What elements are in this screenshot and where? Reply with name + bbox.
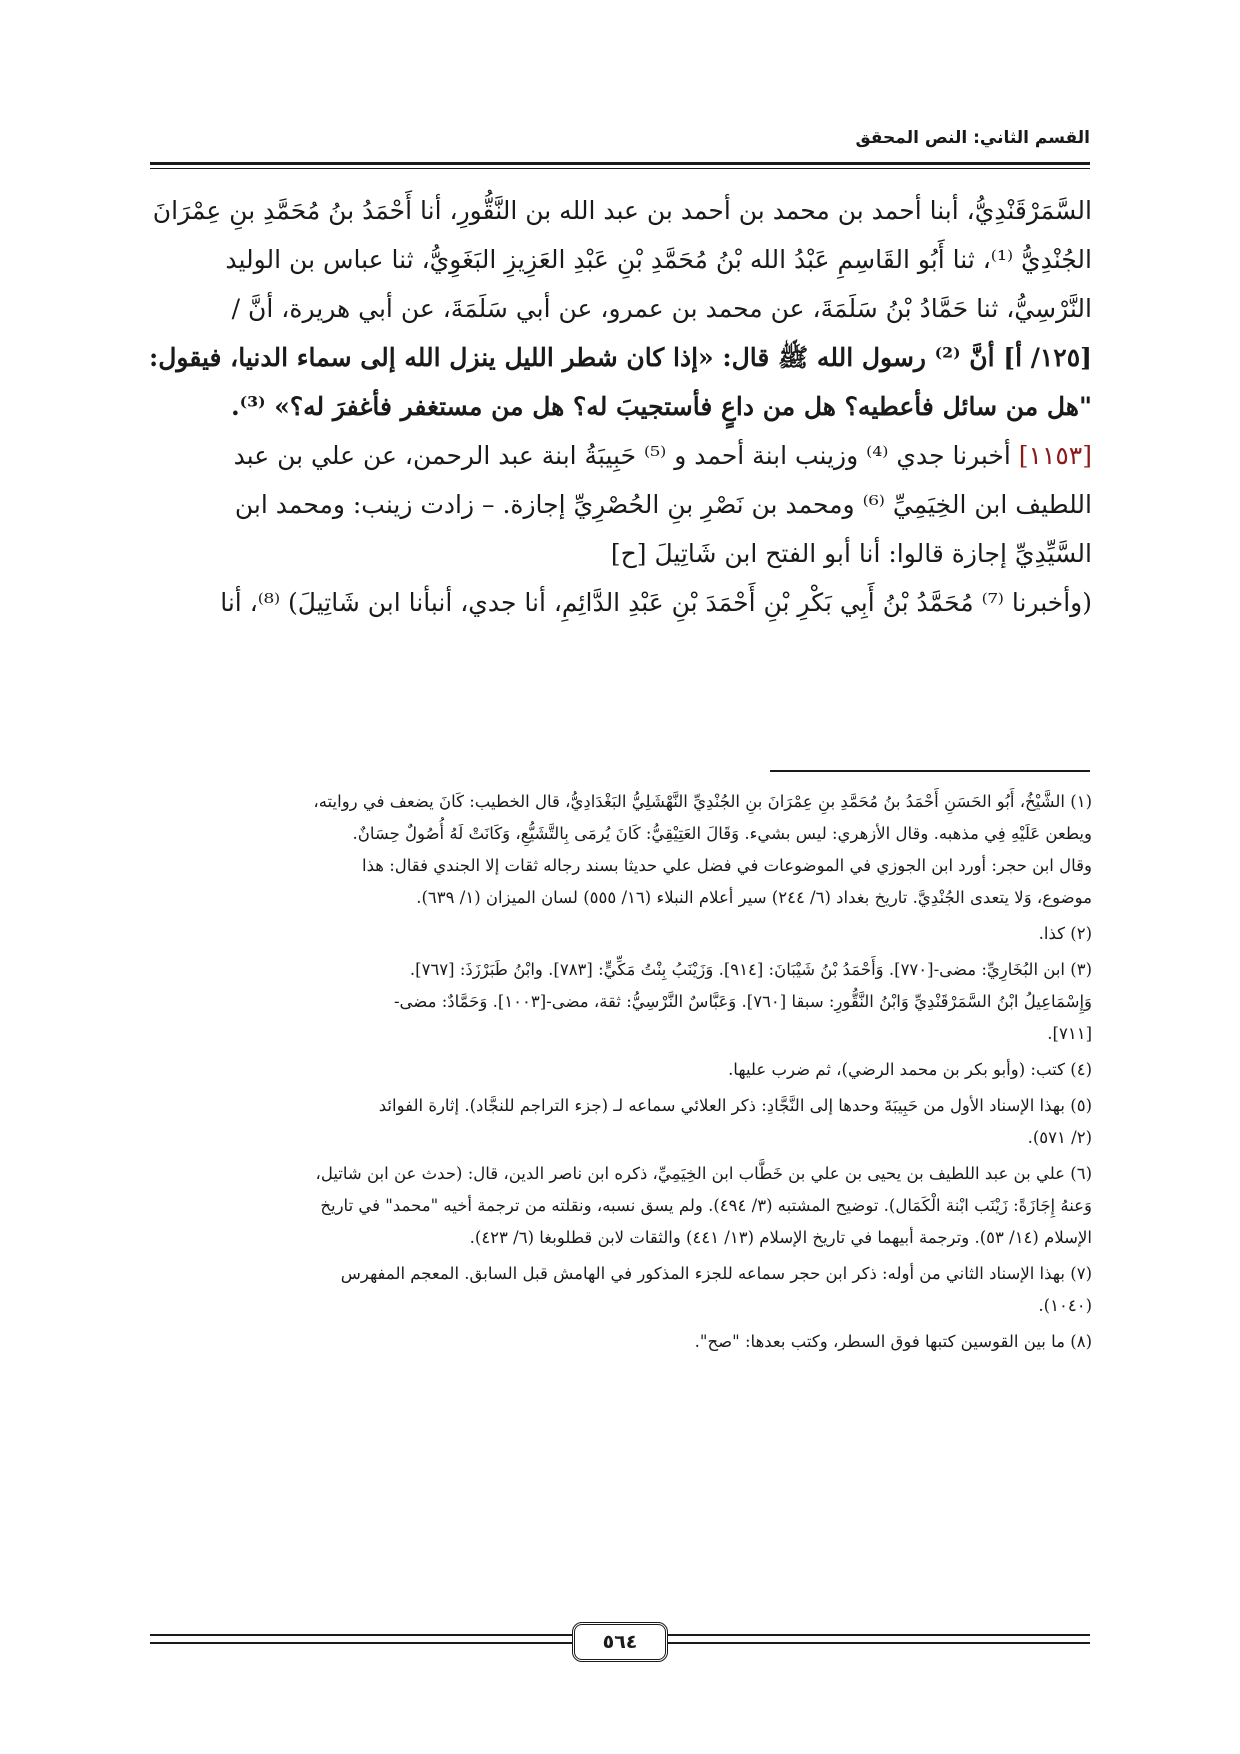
running-header: القسم الثاني: النص المحقق xyxy=(855,128,1090,148)
text-line: الجُنْدِيُّ ⁽¹⁾، ثنا أَبُو القَاسِمِ عَبْدُ الله بْنُ مُحَمَّدِ بْنِ عَبْدِ العَزِيزِ البَغَوِيُّ، ثنا عباس بن الوليد xyxy=(225,245,1092,274)
footnote-line: (٣) ابن البُخَارِيِّ: مضى-[٧٧٠]. وَأَحْمَدُ بْنُ شَيْبَانَ: [٩١٤]. وَزَيْنَبُ بِنْتُ مَكِّيٍّ: [٧٨٣]. وابْنُ طَبَرْزَذَ: [٧٦٧]. xyxy=(409,960,1092,979)
text-line: السَّمَرْقَنْدِيُّ، أبنا أحمد بن محمد بن أحمد بن عبد الله بن النَّقُّورِ، أنا أَحْمَدُ بنُ مُحَمَّدِ بنِ عِمْرَانَ xyxy=(152,196,1092,225)
text-line: السَّيِّدِيِّ إجازة قالوا: أنا أبو الفتح ابن شَاتِيلَ [ح] xyxy=(610,539,1092,568)
footnote-4 xyxy=(148,1054,1092,1086)
footnote-line: (٢/ ٥٧١). xyxy=(1027,1128,1092,1147)
main-text xyxy=(148,186,1092,627)
footnote-6 xyxy=(148,1158,1092,1254)
footnote-line: وَعنهُ إِجَازَةً: زَيْنَب ابْنة الْكَمَال). توضيح المشتبه (٣/ ٤٩٤). ولم يسق نسبه، ونقلته من ترجمة أخيه "محمد" في تاريخ xyxy=(320,1196,1092,1215)
text-line: (وأخبرنا ⁽⁷⁾ مُحَمَّدُ بْنُ أَبِي بَكْرِ بْنِ أَحْمَدَ بْنِ عَبْدِ الدَّائِمِ، أنا جدي، أنبأنا ابن شَاتِيلَ) ⁽⁸⁾، أنا xyxy=(220,588,1092,617)
footnote-3 xyxy=(148,954,1092,1050)
footnote-line: موضوع، وَلا يتعدى الجُنْدِيَّ. تاريخ بغداد (٦/ ٢٤٤) سير أعلام النبلاء (١٦/ ٥٥٥) لسان الميزان (١/ ٦٣٩). xyxy=(416,888,1092,907)
footnote-line: وَإِسْمَاعِيلُ ابْنُ السَّمَرْقَنْدِيِّ وَابْنُ النَّقُّورِ: سبقا [٧٦٠]. وَعَبَّاسٌ النَّرْسِيُّ: ثقة، مضى-[١٠٠٣]. وَحَمَّادٌ: مضى- xyxy=(393,992,1092,1011)
footnote-line: ويطعن عَلَيْهِ فِي مذهبه. وقال الأزهري: ليس بشيء. وَقَالَ العَتِيْقِيُّ: كَانَ يُرمَى بِالتَّشَيُّعِ، وَكَانَتْ لَهُ أُصُولٌ حِسَانٌ. xyxy=(352,824,1092,843)
footnote-separator xyxy=(770,770,1090,772)
footnote-line: (٦) علي بن عبد اللطيف بن يحيى بن علي بن خَطَّاب ابن الخِيَمِيِّ، ذكره ابن ناصر الدين، قال: (حدث عن ابن شاتيل، xyxy=(315,1164,1092,1183)
page-footer xyxy=(150,1620,1090,1660)
footnote-line: (٨) ما بين القوسين كتبها فوق السطر، وكتب بعدها: "صح". xyxy=(694,1332,1092,1351)
footnote-1 xyxy=(148,786,1092,914)
footnote-8 xyxy=(148,1326,1092,1358)
footnote-line: (١) الشَّيْخُ، أَبُو الحَسَنِ أَحْمَدُ بنُ مُحَمَّدِ بنِ عِمْرَانَ بنِ الجُنْدِيِّ النَّهْشَلِيُّ البَغْدَادِيُّ، قال الخطيب: كَانَ يضعف في روايته، xyxy=(313,792,1092,811)
entry-number: [١١٥٣] xyxy=(1018,441,1092,470)
footnote-line: (١٠٤٠). xyxy=(1038,1296,1092,1315)
footnote-line: (٥) بهذا الإسناد الأول من حَبِيبَةَ وحدها إلى النَّجَّادِ: ذكر العلائي سماعه لـ (جزء التراجم للنجَّاد). إثارة الفوائد xyxy=(378,1096,1092,1115)
footnotes xyxy=(148,786,1092,1362)
text-line: [١٢٥/ أ] أنَّ ⁽²⁾ رسول الله ﷺ قال: «إذا كان شطر الليل ينزل الله إلى سماء الدنيا، فيقول: xyxy=(149,343,1092,372)
entry-first-line xyxy=(148,431,1092,480)
footnote-line: وقال ابن حجر: أورد ابن الجوزي في الموضوعات في فضل علي حديثا بسند رجاله ثقات إلا الجندي فقال: هذا xyxy=(362,856,1092,875)
footnote-line: (٢) كذا. xyxy=(1038,924,1092,943)
page-number: ٥٦٤ xyxy=(572,1622,668,1662)
header-rule xyxy=(150,162,1090,165)
footnote-line: (٤) كتب: (وأبو بكر بن محمد الرضي)، ثم ضرب عليها. xyxy=(728,1060,1092,1079)
footnote-2 xyxy=(148,918,1092,950)
header-rule-thin xyxy=(150,168,1090,169)
text-line: أخبرنا جدي ⁽⁴⁾ وزينب ابنة أحمد و ⁽⁵⁾ حَبِيبَةُ ابنة عبد الرحمن، عن علي بن عبد xyxy=(233,441,1011,470)
text-line: "هل من سائل فأعطيه؟ هل من داعٍ فأستجيبَ له؟ هل من مستغفر فأغفرَ له؟» ⁽³⁾. xyxy=(230,392,1092,421)
text-line: النَّرْسِيُّ، ثنا حَمَّادُ بْنُ سَلَمَةَ، عن محمد بن عمرو، عن أبي سَلَمَةَ، عن أبي هريرة، أنَّ / xyxy=(231,294,1092,323)
footnote-line: (٧) بهذا الإسناد الثاني من أوله: ذكر ابن حجر سماعه للجزء المذكور في الهامش قبل السابق. المعجم المفهرس xyxy=(340,1264,1092,1283)
footnote-line: الإسلام (١٤/ ٥٣). وترجمة أبيهما في تاريخ الإسلام (١٣/ ٤٤١) والثقات لابن قطلوبغا (٦/ ٤٢٣). xyxy=(469,1228,1092,1247)
footnote-5 xyxy=(148,1090,1092,1154)
text-line: اللطيف ابن الخِيَمِيِّ ⁽⁶⁾ ومحمد بن نَصْرِ بنِ الحُصْرِيِّ إجازة. – زادت زينب: ومحمد ابن xyxy=(234,490,1092,519)
footnote-line: [٧١١]. xyxy=(1047,1024,1092,1043)
footnote-7 xyxy=(148,1258,1092,1322)
